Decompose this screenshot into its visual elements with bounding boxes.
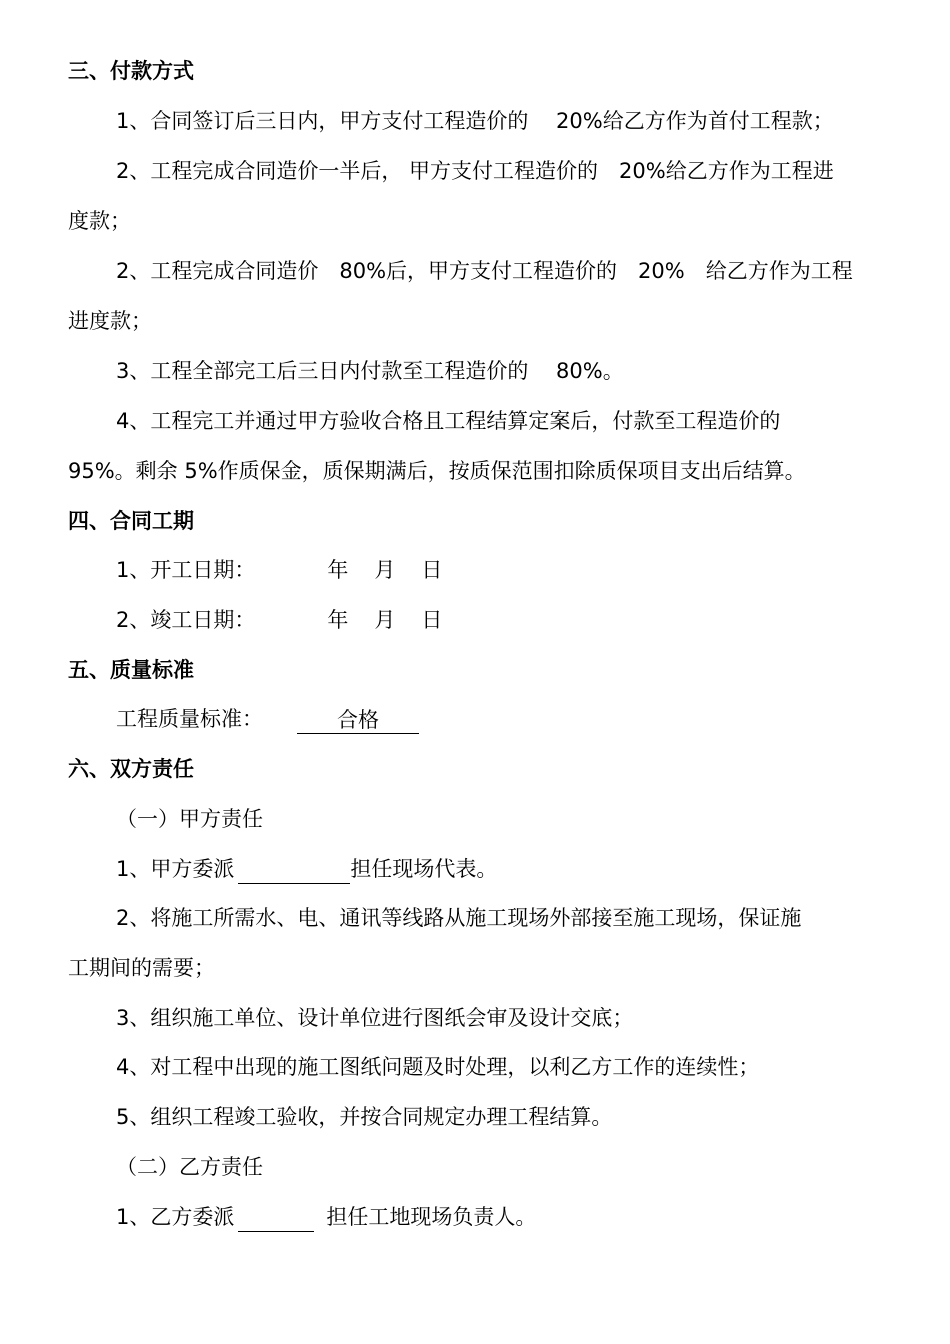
start-date-label: 1、开工日期： — [116, 558, 256, 582]
party-a-item-5: 5、组织工程竣工验收，并按合同规定办理工程结算。 — [116, 1105, 613, 1129]
payment-item-1: 1、合同签订后三日内，甲方支付工程造价的 20%给乙方作为首付工程款； — [116, 109, 834, 133]
end-year-label: 年 — [327, 608, 349, 632]
party-a-item-3: 3、组织施工单位、设计单位进行图纸会审及设计交底； — [116, 1006, 634, 1030]
start-month-label: 月 — [374, 558, 396, 582]
payment-item-4-line-2: 95%。剩余 5%作质保金，质保期满后，按质保范围扣除质保项目支出后结算。 — [68, 459, 806, 483]
party-b-item-1 — [116, 1202, 950, 1232]
party-a-item-1 — [116, 854, 950, 884]
party-b-manager-blank — [238, 1203, 314, 1232]
payment-item-4-line-1: 4、工程完工并通过甲方验收合格且工程结算定案后，付款至工程造价的 — [116, 409, 781, 433]
end-date-row — [116, 605, 950, 635]
payment-item-2-line-2: 度款； — [68, 209, 131, 233]
quality-standard-value: 合格 — [297, 705, 419, 734]
party-a-item-1-suffix: 担任现场代表。 — [350, 857, 498, 881]
end-month-label: 月 — [374, 608, 396, 632]
party-b-heading: （二）乙方责任 — [116, 1155, 263, 1179]
section-5-heading: 五、质量标准 — [68, 658, 194, 682]
party-b-item-1-suffix: 担任工地现场负责人。 — [326, 1205, 537, 1229]
start-year-label: 年 — [327, 558, 349, 582]
section-4-heading: 四、合同工期 — [68, 509, 194, 533]
quality-standard-label: 工程质量标准： — [116, 707, 263, 731]
payment-item-2b-line-2: 进度款； — [68, 309, 152, 333]
payment-item-2-line-1: 2、工程完成合同造价一半后， 甲方支付工程造价的 20%给乙方作为工程进 — [116, 159, 834, 183]
party-a-item-1-prefix: 1、甲方委派 — [116, 857, 235, 881]
party-a-item-4: 4、对工程中出现的施工图纸问题及时处理，以利乙方工作的连续性； — [116, 1055, 760, 1079]
party-b-item-1-prefix: 1、乙方委派 — [116, 1205, 235, 1229]
end-day-label: 日 — [421, 608, 443, 632]
party-a-item-2-line-1: 2、将施工所需水、电、通讯等线路从施工现场外部接至施工现场，保证施 — [116, 906, 802, 930]
start-date-row — [116, 555, 950, 585]
party-a-heading: （一）甲方责任 — [116, 807, 263, 831]
end-date-label: 2、竣工日期： — [116, 608, 256, 632]
quality-standard-row — [116, 704, 950, 734]
party-a-item-2-line-2: 工期间的需要； — [68, 956, 215, 980]
start-day-label: 日 — [421, 558, 443, 582]
payment-item-2b-line-1: 2、工程完成合同造价 80%后，甲方支付工程造价的 20% 给乙方作为工程 — [116, 259, 853, 283]
party-a-representative-blank — [238, 855, 350, 884]
section-3-heading: 三、付款方式 — [68, 59, 194, 83]
section-6-heading: 六、双方责任 — [68, 757, 194, 781]
payment-item-3: 3、工程全部完工后三日内付款至工程造价的 80%。 — [116, 359, 624, 383]
